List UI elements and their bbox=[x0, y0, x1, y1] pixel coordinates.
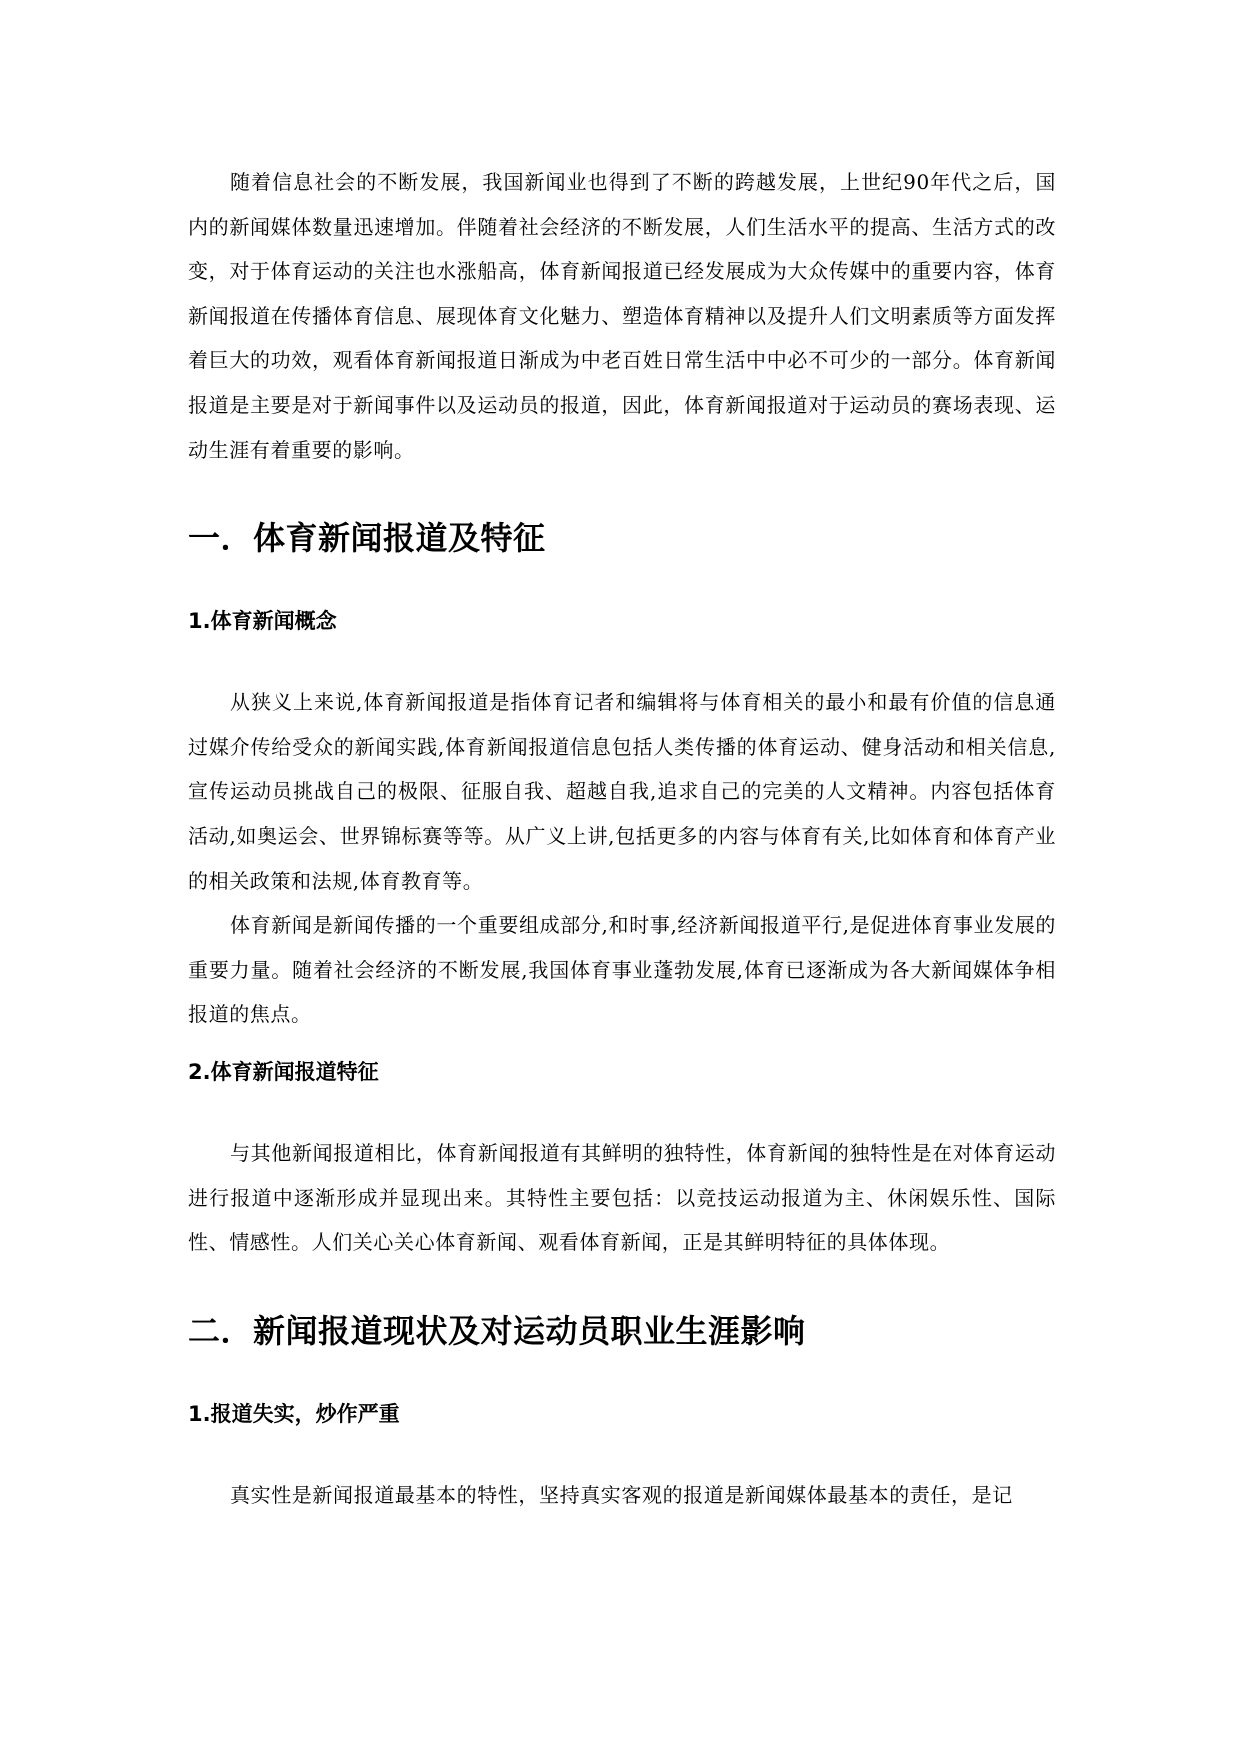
section-2-heading: 二．新闻报道现状及对运动员职业生涯影响 bbox=[188, 1311, 806, 1350]
subsection-1-1-paragraph-1: 从狭义上来说,体育新闻报道是指体育记者和编辑将与体育相关的最小和最有价值的信息通过媒介传给受众的新闻实践,体育新闻报道信息包括人类传播的体育运动、健身活动和相关信息,宣传运动员挑战自己的极限、征服自我、超越自我,追求自己的完美的人文精神。内容包括体育活动,如奥运会、世界锦标赛等等。从广义上讲,包括更多的内容与体育有关,比如体育和体育产业的相关政策和法规,体育教育等。 bbox=[188, 690, 1056, 893]
subsection-1-1-heading: 1.体育新闻概念 bbox=[188, 609, 337, 634]
document-body bbox=[188, 160, 1056, 1517]
subsection-2-1-paragraph: 真实性是新闻报道最基本的特性，坚持真实客观的报道是新闻媒体最基本的责任，是记 bbox=[230, 1482, 1013, 1507]
subsection-2-1-heading: 1.报道失实，炒作严重 bbox=[188, 1401, 400, 1426]
subsection-1-1-paragraph-2: 体育新闻是新闻传播的一个重要组成部分,和时事,经济新闻报道平行,是促进体育事业发展的重要力量。随着社会经济的不断发展,我国体育事业蓬勃发展,体育已逐渐成为各大新闻媒体争相报道的焦点。 bbox=[188, 913, 1056, 1027]
subsection-1-2-heading: 2.体育新闻报道特征 bbox=[188, 1059, 379, 1084]
section-1-heading: 一．体育新闻报道及特征 bbox=[188, 519, 546, 558]
intro-paragraph: 随着信息社会的不断发展，我国新闻业也得到了不断的跨越发展，上世纪90年代之后，国内的新闻媒体数量迅速增加。伴随着社会经济的不断发展，人们生活水平的提高、生活方式的改变，对于体育运动的关注也水涨船高，体育新闻报道已经发展成为大众传媒中的重要内容，体育新闻报道在传播体育信息、展现体育文化魅力、塑造体育精神以及提升人们文明素质等方面发挥着巨大的功效，观看体育新闻报道日渐成为中老百姓日常生活中中必不可少的一部分。体育新闻报道是主要是对于新闻事件以及运动员的报道，因此，体育新闻报道对于运动员的赛场表现、运动生涯有着重要的影响。 bbox=[188, 170, 1056, 462]
subsection-1-2-paragraph: 与其他新闻报道相比，体育新闻报道有其鲜明的独特性，体育新闻的独特性是在对体育运动进行报道中逐渐形成并显现出来。其特性主要包括：以竞技运动报道为主、休闲娱乐性、国际性、情感性。人们关心关心体育新闻、观看体育新闻，正是其鲜明特征的具体体现。 bbox=[188, 1140, 1056, 1255]
